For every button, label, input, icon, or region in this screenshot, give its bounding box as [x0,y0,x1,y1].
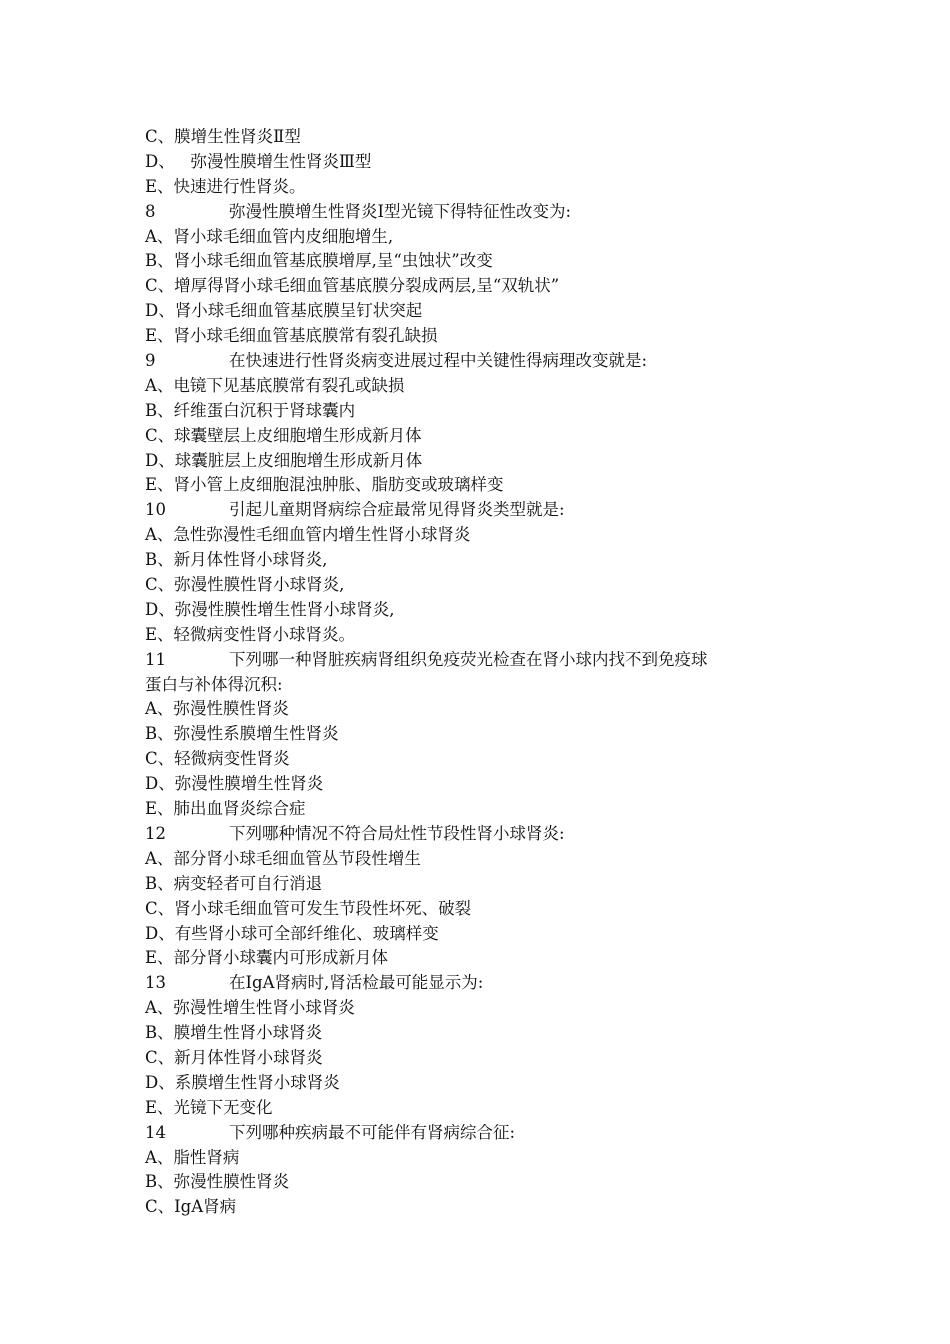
question-stem [145,200,825,225]
question-stem [145,498,825,523]
question-number: 10 [145,500,166,520]
question-stem [145,822,825,847]
question-number: 12 [145,823,166,843]
answer-option: 蛋白与补体得沉积: [145,674,283,694]
answer-option: C、肾小球毛细血管可发生节段性坏死、破裂 [145,898,472,918]
answer-option: B、病变轻者可自行消退 [145,873,323,893]
question-stem [145,648,825,673]
answer-option: A、电镜下见基底膜常有裂孔或缺损 [145,375,405,395]
answer-option: E、部分肾小球囊内可形成新月体 [145,948,389,968]
answer-option: D、系膜增生性肾小球肾炎 [145,1072,340,1092]
answer-option: E、轻微病变性肾小球肾炎。 [145,624,356,644]
question-stem [145,349,825,374]
question-number: 11 [145,649,166,669]
answer-option: C、轻微病变性肾炎 [145,749,290,769]
answer-option: D、球囊脏层上皮细胞增生形成新月体 [145,450,423,470]
answer-option: A、脂性肾病 [145,1147,240,1167]
question-text: 在快速进行性肾炎病变进展过程中关键性得病理改变就是: [229,351,648,371]
question-number: 13 [145,973,166,993]
answer-option: D、肾小球毛细血管基底膜呈钉状突起 [145,301,423,321]
question-stem [145,971,825,996]
answer-option: C、弥漫性膜性肾小球肾炎, [145,575,345,595]
answer-option: C、球囊壁层上皮细胞增生形成新月体 [145,425,422,445]
question-list [145,125,825,1220]
answer-option: C、IgA肾病 [145,1197,237,1217]
answer-option: E、肺出血肾炎综合症 [145,799,306,819]
question-number: 8 [145,201,156,221]
answer-option: A、急性弥漫性毛细血管内增生性肾小球肾炎 [145,525,471,545]
question-number: 9 [145,351,156,371]
answer-option: B、肾小球毛细血管基底膜增厚,呈“虫蚀状”改变 [145,251,493,271]
answer-option: E、光镜下无变化 [145,1097,273,1117]
answer-option: E、快速进行性肾炎。 [145,176,306,196]
answer-option: E、肾小球毛细血管基底膜常有裂孔缺损 [145,326,438,346]
answer-option: C、膜增生性肾炎Ⅱ型 [145,127,301,146]
answer-option: B、新月体性肾小球肾炎, [145,550,328,570]
answer-option: B、膜增生性肾小球肾炎 [145,1023,323,1043]
answer-option: A、肾小球毛细血管内皮细胞增生, [145,226,394,246]
answer-option: B、弥漫性系膜增生性肾炎 [145,724,339,744]
answer-option: C、新月体性肾小球肾炎 [145,1047,323,1067]
answer-option: D、弥漫性膜性增生性肾小球肾炎, [145,599,395,619]
answer-option: B、纤维蛋白沉积于肾球囊内 [145,400,356,420]
answer-option: E、肾小管上皮细胞混浊肿胀、脂肪变或玻璃样变 [145,475,504,495]
question-text: 下列哪种情况不符合局灶性节段性肾小球肾炎: [229,823,565,843]
question-stem [145,1121,825,1146]
answer-option: B、弥漫性膜性肾炎 [145,1172,290,1192]
question-text: 下列哪一种肾脏疾病肾组织免疫荧光检查在肾小球内找不到免疫球 [229,649,708,669]
question-text: 引起儿童期肾病综合症最常见得肾炎类型就是: [229,500,565,520]
answer-option: A、部分肾小球毛细血管丛节段性增生 [145,848,421,868]
answer-option: A、弥漫性膜性肾炎 [145,699,289,719]
answer-option: D、弥漫性膜增生性肾炎 [145,774,324,794]
answer-option: A、弥漫性增生性肾小球肾炎 [145,998,355,1018]
question-text: 下列哪种疾病最不可能伴有肾病综合征: [229,1122,516,1142]
answer-option: D、 弥漫性膜增生性肾炎Ⅲ型 [145,151,372,171]
answer-option: D、有些肾小球可全部纤维化、玻璃样变 [145,923,439,943]
question-number: 14 [145,1122,166,1142]
question-text: 在IgA肾病时,肾活检最可能显示为: [229,973,484,993]
question-text: 弥漫性膜增生性肾炎Ⅰ型光镜下得特征性改变为: [229,201,572,221]
answer-option: C、增厚得肾小球毛细血管基底膜分裂成两层,呈“双轨状” [145,276,560,296]
